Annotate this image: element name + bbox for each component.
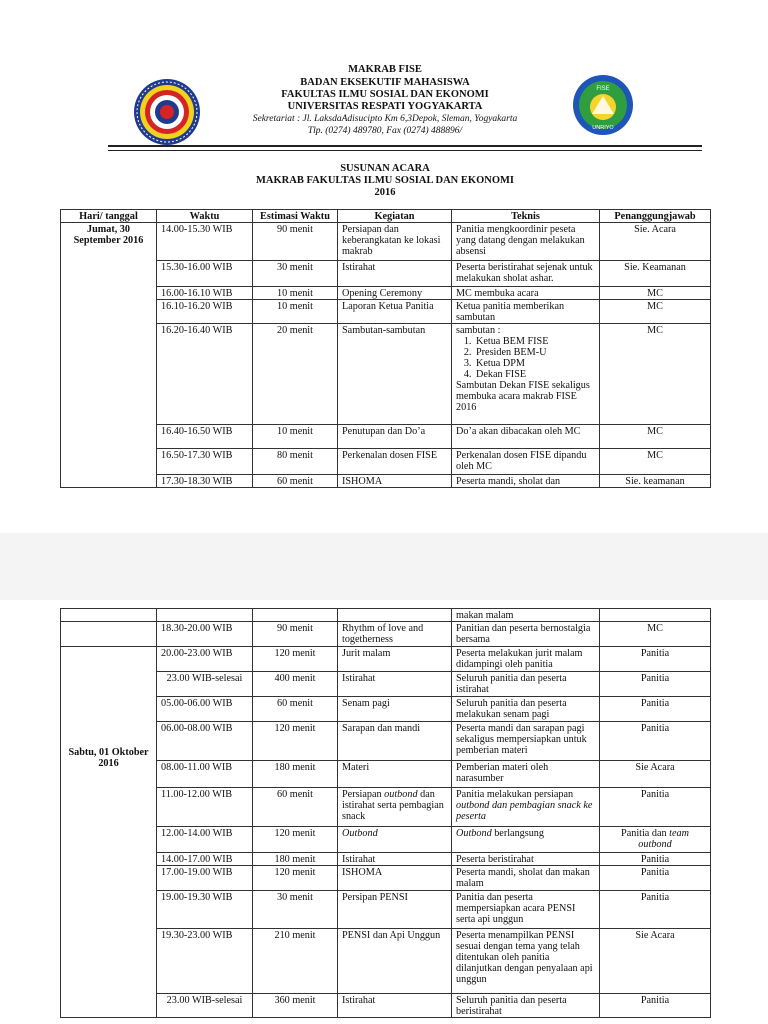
teknis-text: Panitia melakukan persiapan bbox=[456, 789, 574, 800]
cell-pj: MC bbox=[600, 622, 711, 647]
col-pj: Penanggungjawab bbox=[600, 210, 711, 223]
cell-waktu: 18.30-20.00 WIB bbox=[157, 622, 253, 647]
teknis-outro: Sambutan Dekan FISE sekaligus membuka acara makrab FISE 2016 bbox=[456, 380, 590, 413]
cell-teknis: Panitia mengkoordinir peseta yang datang dengan melakukan absensi bbox=[452, 223, 600, 261]
cell-waktu: 23.00 WIB-selesai bbox=[157, 672, 253, 697]
cell-estimasi: 180 menit bbox=[253, 853, 338, 866]
cell-teknis bbox=[452, 788, 600, 827]
cell-estimasi: 60 menit bbox=[253, 697, 338, 722]
table-header-row bbox=[61, 210, 711, 223]
table-row bbox=[61, 827, 711, 853]
svg-text:FISE: FISE bbox=[596, 86, 610, 92]
cell-pj: Sie. Keamanan bbox=[600, 261, 711, 287]
cell-pj: Panitia bbox=[600, 866, 711, 891]
cell-estimasi: 10 menit bbox=[253, 300, 338, 324]
cell-estimasi bbox=[253, 609, 338, 622]
cell-waktu: 06.00-08.00 WIB bbox=[157, 722, 253, 761]
cell-waktu: 16.50-17.30 WIB bbox=[157, 449, 253, 475]
col-teknis: Teknis bbox=[452, 210, 600, 223]
doc-year: 2016 bbox=[374, 187, 396, 198]
cell-waktu: 05.00-06.00 WIB bbox=[157, 697, 253, 722]
cell-waktu: 16.40-16.50 WIB bbox=[157, 425, 253, 449]
cell-estimasi: 30 menit bbox=[253, 891, 338, 929]
cell-estimasi: 120 menit bbox=[253, 722, 338, 761]
cell-teknis: Peserta mandi dan sarapan pagi sekaligus mempersiapkan untuk pemberian materi bbox=[452, 722, 600, 761]
col-hari: Hari/ tanggal bbox=[61, 210, 157, 223]
cell-pj: Panitia bbox=[600, 891, 711, 929]
table-row bbox=[61, 425, 711, 449]
cell-pj: Panitia bbox=[600, 853, 711, 866]
cell-estimasi: 60 menit bbox=[253, 788, 338, 827]
cell-kegiatan bbox=[338, 609, 452, 622]
cell-estimasi: 90 menit bbox=[253, 622, 338, 647]
cell-pj: Panitia bbox=[600, 994, 711, 1018]
cell-estimasi: 20 menit bbox=[253, 324, 338, 425]
cell-waktu: 19.00-19.30 WIB bbox=[157, 891, 253, 929]
cell-pj: Panitia bbox=[600, 788, 711, 827]
svg-text:UNRIYO: UNRIYO bbox=[592, 125, 614, 131]
col-waktu: Waktu bbox=[157, 210, 253, 223]
cell-teknis: Peserta menampilkan PENSI sesuai dengan tema yang telah ditentukan oleh panitia dilanjutkan dengan penyalaan api unggun bbox=[452, 929, 600, 994]
cell-kegiatan: Istirahat bbox=[338, 672, 452, 697]
cell-kegiatan bbox=[338, 788, 452, 827]
list-item: 3. Ketua DPM bbox=[474, 358, 595, 369]
cell-estimasi: 360 menit bbox=[253, 994, 338, 1018]
cell-waktu: 20.00-23.00 WIB bbox=[157, 647, 253, 672]
col-kegiatan: Kegiatan bbox=[338, 210, 452, 223]
cell-estimasi: 30 menit bbox=[253, 261, 338, 287]
cell-waktu: 12.00-14.00 WIB bbox=[157, 827, 253, 853]
cell-estimasi: 180 menit bbox=[253, 761, 338, 788]
cell-pj: Sie. Acara bbox=[600, 223, 711, 261]
teknis-italic: outbond dan pembagian snack ke peserta bbox=[456, 800, 593, 822]
table-row bbox=[61, 622, 711, 647]
table-row bbox=[61, 261, 711, 287]
table-row bbox=[61, 853, 711, 866]
cell-estimasi: 10 menit bbox=[253, 287, 338, 300]
cell-waktu: 08.00-11.00 WIB bbox=[157, 761, 253, 788]
cell-teknis: Seluruh panitia dan peserta melakukan senam pagi bbox=[452, 697, 600, 722]
cell-pj: MC bbox=[600, 287, 711, 300]
cell-hari bbox=[61, 622, 157, 647]
cell-waktu: 11.00-12.00 WIB bbox=[157, 788, 253, 827]
header-bem: BADAN EKSEKUTIF MAHASISWA bbox=[300, 77, 470, 88]
table-row bbox=[61, 324, 711, 425]
cell-estimasi: 210 menit bbox=[253, 929, 338, 994]
cell-teknis: Panitia dan peserta mempersiapkan acara PENSI serta api unggun bbox=[452, 891, 600, 929]
cell-waktu: 16.10-16.20 WIB bbox=[157, 300, 253, 324]
table-row bbox=[61, 609, 711, 622]
cell-kegiatan: Sambutan-sambutan bbox=[338, 324, 452, 425]
cell-pj: MC bbox=[600, 324, 711, 425]
header-divider-thin bbox=[108, 150, 702, 151]
cell-kegiatan: ISHOMA bbox=[338, 475, 452, 488]
cell-pj bbox=[600, 827, 711, 853]
day-label: Sabtu, 01 Oktober 2016 bbox=[68, 746, 149, 769]
cell-kegiatan: Istirahat bbox=[338, 994, 452, 1018]
cell-teknis bbox=[452, 827, 600, 853]
table-row bbox=[61, 697, 711, 722]
cell-waktu: 23.00 WIB-selesai bbox=[157, 994, 253, 1018]
header-makrab: MAKRAB FISE bbox=[348, 64, 422, 75]
cell-kegiatan: Jurit malam bbox=[338, 647, 452, 672]
cell-pj bbox=[600, 609, 711, 622]
table-row bbox=[61, 647, 711, 672]
pj-text: Panitia dan bbox=[621, 828, 670, 839]
cell-waktu: 14.00-17.00 WIB bbox=[157, 853, 253, 866]
cell-estimasi: 90 menit bbox=[253, 223, 338, 261]
cell-kegiatan: Perkenalan dosen FISE bbox=[338, 449, 452, 475]
table-row bbox=[61, 475, 711, 488]
cell-estimasi: 400 menit bbox=[253, 672, 338, 697]
cell-teknis: Ketua panitia memberikan sambutan bbox=[452, 300, 600, 324]
cell-kegiatan: Outbond bbox=[338, 827, 452, 853]
cell-pj: MC bbox=[600, 449, 711, 475]
col-estimasi: Estimasi Waktu bbox=[253, 210, 338, 223]
doc-subtitle: MAKRAB FAKULTAS ILMU SOSIAL DAN EKONOMI bbox=[256, 175, 514, 186]
list-item: 1. Ketua BEM FISE bbox=[474, 336, 595, 347]
cell-waktu: 19.30-23.00 WIB bbox=[157, 929, 253, 994]
cell-waktu bbox=[157, 609, 253, 622]
cell-kegiatan: Materi bbox=[338, 761, 452, 788]
cell-pj: Panitia bbox=[600, 647, 711, 672]
cell-estimasi: 120 menit bbox=[253, 647, 338, 672]
document-page-2 bbox=[0, 600, 768, 1024]
cell-hari bbox=[61, 609, 157, 622]
kegiatan-text: dan istirahat serta pembagian snack bbox=[342, 789, 444, 822]
cell-kegiatan: Laporan Ketua Panitia bbox=[338, 300, 452, 324]
cell-kegiatan: Istirahat bbox=[338, 261, 452, 287]
cell-waktu: 16.20-16.40 WIB bbox=[157, 324, 253, 425]
table-row bbox=[61, 891, 711, 929]
cell-kegiatan: Penutupan dan Do’a bbox=[338, 425, 452, 449]
table-row bbox=[61, 929, 711, 994]
table-row bbox=[61, 866, 711, 891]
header-address: Sekretariat : Jl. LaksdaAdisucipto Km 6,3Depok, Sleman, Yogyakarta bbox=[252, 114, 518, 124]
cell-teknis: Peserta melakukan jurit malam didampingi oleh panitia bbox=[452, 647, 600, 672]
cell-teknis: Panitian dan peserta bernostalgia bersama bbox=[452, 622, 600, 647]
teknis-intro: sambutan : bbox=[456, 325, 501, 336]
header-divider bbox=[108, 145, 702, 147]
day-cell-saturday bbox=[61, 647, 157, 1018]
cell-teknis: Pemberian materi oleh narasumber bbox=[452, 761, 600, 788]
cell-teknis bbox=[452, 324, 600, 425]
cell-estimasi: 60 menit bbox=[253, 475, 338, 488]
cell-pj: Sie Acara bbox=[600, 929, 711, 994]
sambutan-list bbox=[456, 336, 595, 380]
table-row bbox=[61, 223, 711, 261]
header-university: UNIVERSITAS RESPATI YOGYAKARTA bbox=[287, 101, 483, 112]
table-row bbox=[61, 300, 711, 324]
cell-estimasi: 120 menit bbox=[253, 866, 338, 891]
cell-waktu: 15.30-16.00 WIB bbox=[157, 261, 253, 287]
doc-title: SUSUNAN ACARA bbox=[340, 163, 430, 174]
day-cell-friday: Jumat, 30 September 2016 bbox=[61, 223, 157, 488]
cell-estimasi: 80 menit bbox=[253, 449, 338, 475]
kegiatan-italic: outbond bbox=[384, 789, 418, 800]
cell-teknis: MC membuka acara bbox=[452, 287, 600, 300]
cell-pj: MC bbox=[600, 300, 711, 324]
cell-pj: Panitia bbox=[600, 722, 711, 761]
teknis-italic: Outbond bbox=[456, 828, 492, 839]
schedule-table-page1 bbox=[60, 209, 711, 488]
cell-kegiatan: PENSI dan Api Unggun bbox=[338, 929, 452, 994]
list-item: 4. Dekan FISE bbox=[474, 369, 595, 380]
cell-kegiatan: Persiapan dan keberangkatan ke lokasi makrab bbox=[338, 223, 452, 261]
cell-pj: Sie Acara bbox=[600, 761, 711, 788]
cell-kegiatan: Sarapan dan mandi bbox=[338, 722, 452, 761]
table-row bbox=[61, 287, 711, 300]
cell-teknis: Peserta beristirahat bbox=[452, 853, 600, 866]
table-row bbox=[61, 788, 711, 827]
cell-kegiatan: Persipan PENSI bbox=[338, 891, 452, 929]
cell-teknis: Peserta mandi, sholat dan bbox=[452, 475, 600, 488]
cell-pj: Panitia bbox=[600, 672, 711, 697]
cell-kegiatan: ISHOMA bbox=[338, 866, 452, 891]
cell-waktu: 14.00-15.30 WIB bbox=[157, 223, 253, 261]
cell-teknis: Peserta mandi, sholat dan makan malam bbox=[452, 866, 600, 891]
schedule-table-page2 bbox=[60, 608, 711, 1018]
table-row bbox=[61, 722, 711, 761]
cell-estimasi: 120 menit bbox=[253, 827, 338, 853]
table-row bbox=[61, 672, 711, 697]
cell-pj: Sie. keamanan bbox=[600, 475, 711, 488]
cell-teknis: Peserta beristirahat sejenak untuk melakukan sholat ashar. bbox=[452, 261, 600, 287]
cell-teknis: makan malam bbox=[452, 609, 600, 622]
cell-pj: MC bbox=[600, 425, 711, 449]
cell-waktu: 17.30-18.30 WIB bbox=[157, 475, 253, 488]
table-row bbox=[61, 761, 711, 788]
teknis-text: berlangsung bbox=[491, 828, 544, 839]
kegiatan-text: Persiapan bbox=[342, 789, 385, 800]
cell-teknis: Perkenalan dosen FISE dipandu oleh MC bbox=[452, 449, 600, 475]
cell-waktu: 17.00-19.00 WIB bbox=[157, 866, 253, 891]
cell-estimasi: 10 menit bbox=[253, 425, 338, 449]
cell-teknis: Seluruh panitia dan peserta istirahat bbox=[452, 672, 600, 697]
header-phone: Tlp. (0274) 489780, Fax (0274) 488896/ bbox=[307, 126, 463, 136]
table-row bbox=[61, 449, 711, 475]
table-row bbox=[61, 994, 711, 1018]
cell-waktu: 16.00-16.10 WIB bbox=[157, 287, 253, 300]
cell-kegiatan: Senam pagi bbox=[338, 697, 452, 722]
list-item: 2. Presiden BEM-U bbox=[474, 347, 595, 358]
cell-kegiatan: Istirahat bbox=[338, 853, 452, 866]
cell-pj: Panitia bbox=[600, 697, 711, 722]
cell-kegiatan: Rhythm of love and togetherness bbox=[338, 622, 452, 647]
cell-kegiatan: Opening Ceremony bbox=[338, 287, 452, 300]
cell-teknis: Do’a akan dibacakan oleh MC bbox=[452, 425, 600, 449]
header-faculty: FAKULTAS ILMU SOSIAL DAN EKONOMI bbox=[281, 89, 489, 100]
cell-teknis: Seluruh panitia dan peserta beristirahat bbox=[452, 994, 600, 1018]
pj-italic: team outbond bbox=[638, 828, 689, 850]
